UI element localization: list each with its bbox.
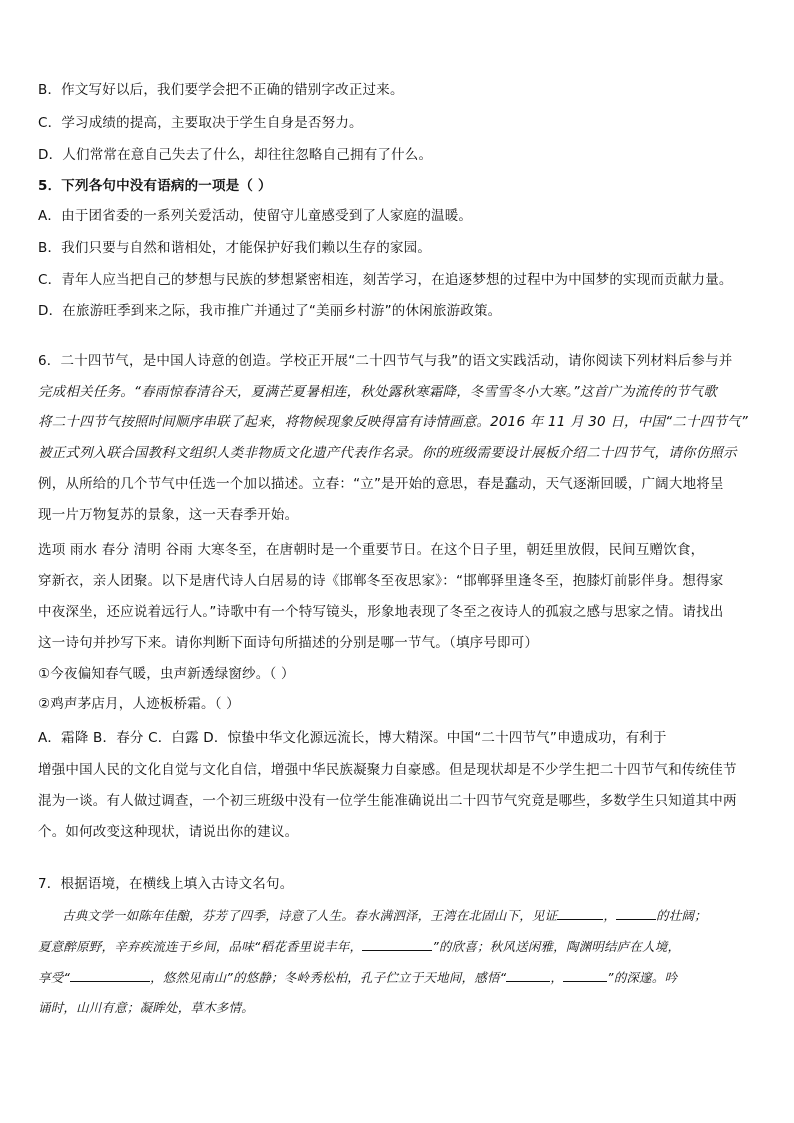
paragraph-text: 享受“ <box>38 970 71 985</box>
question-7-title: 7．根据语境，在横线上填入古诗文名句。 <box>38 876 294 892</box>
question-6-line: 完成相关任务。“春雨惊春清谷天，夏满芒夏暑相连，秋处露秋寒霜降，冬雪雪冬小大寒。”这首广为流传的节气歌 <box>38 384 717 400</box>
option-c: C．学习成绩的提高，主要取决于学生自身是否努力。 <box>38 115 363 131</box>
question-5-title: 5．下列各句中没有语病的一项是（ ） <box>38 178 272 194</box>
question-6-line: 将二十四节气按照时间顺序串联了起来，将物候现象反映得富有诗情画意。2016 年 11 月 30 日，中国“二十四节气” <box>38 414 748 430</box>
question-6-line: 选项 雨水 春分 清明 谷雨 大寒冬至，在唐朝时是一个重要节日。在这个日子里，朝廷里放假，民间互赠饮食， <box>38 542 705 558</box>
option-b: B．作文写好以后，我们要学会把不正确的错别字改正过来。 <box>38 82 404 98</box>
answer-blank[interactable] <box>70 967 150 982</box>
question-5-option-d: D．在旅游旺季到来之际，我市推广并通过了“美丽乡村游”的休闲旅游政策。 <box>38 303 502 319</box>
answer-blank[interactable] <box>362 936 432 951</box>
question-6-line: 混为一谈。有人做过调查，一个初三班级中没有一位学生能准确说出二十四节气究竟是哪些，多数学生只知道其中两 <box>38 793 737 809</box>
paragraph-text: ， <box>550 970 564 985</box>
question-6-line: 增强中国人民的文化自觉与文化自信，增强中华民族凝聚力自豪感。但是现状却是不少学生把二十四节气和传统佳节 <box>38 762 737 778</box>
question-7-paragraph-line: 诵时，山川有意；凝眸处，草木多情。 <box>38 1000 254 1015</box>
paragraph-text: 的壮阔； <box>656 908 707 923</box>
option-d: D．人们常常在意自己失去了什么，却往往忽略自己拥有了什么。 <box>38 147 433 163</box>
question-6-line: 现一片万物复苏的景象，这一天春季开始。 <box>38 507 299 523</box>
question-6-line: A．霜降 B．春分 C．白露 D．惊蛰中华文化源远流长，博大精深。中国“二十四节气”申遗成功，有利于 <box>38 730 667 746</box>
question-6-line: 这一诗句并抄写下来。请你判断下面诗句所描述的分别是哪一节气。（填序号即可） <box>38 635 539 651</box>
paragraph-text: 夏意醉原野，辛弃疾流连于乡间，品味“稻花香里说丰年， <box>38 939 363 954</box>
question-7-paragraph-line <box>38 967 758 988</box>
question-7-paragraph-line <box>62 905 762 926</box>
answer-blank[interactable] <box>616 905 656 920</box>
question-7-paragraph-line <box>38 936 758 957</box>
question-6-line: 例，从所给的几个节气中任选一个加以描述。立春：“立”是开始的意思，春是蠢动，天气逐渐回暖，广阔大地将呈 <box>38 476 724 492</box>
question-6-line: 穿新衣，亲人团聚。以下是唐代诗人白居易的诗《邯郸冬至夜思家》：“邯郸驿里逢冬至，抱膝灯前影伴身。想得家 <box>38 573 724 589</box>
question-6-line: 个。如何改变这种现状，请说出你的建议。 <box>38 824 299 840</box>
paragraph-text: ，悠然见南山”的悠静；冬岭秀松柏，孔子伫立于天地间，感悟“ <box>150 970 507 985</box>
answer-blank[interactable] <box>563 967 607 982</box>
paragraph-text: ”的深邃。吟 <box>607 970 678 985</box>
question-5-option-a: A．由于团省委的一系列关爱活动，使留守儿童感受到了人家庭的温暖。 <box>38 208 473 224</box>
question-5-option-b: B．我们只要与自然和谐相处，才能保护好我们赖以生存的家园。 <box>38 240 432 256</box>
question-6-line: 被正式列入联合国教科文组织人类非物质文化遗产代表作名录。你的班级需要设计展板介绍二十四节气，请你仿照示 <box>38 445 737 461</box>
answer-blank[interactable] <box>557 905 603 920</box>
question-6-line: 中夜深坐，还应说着远行人。”诗歌中有一个特写镜头，形象地表现了冬至之夜诗人的孤寂之感与思家之情。请找出 <box>38 604 724 620</box>
question-5-option-c: C．青年人应当把自己的梦想与民族的梦想紧密相连，刻苦学习，在追逐梦想的过程中为中国梦的实现而贡献力量。 <box>38 272 733 288</box>
paragraph-text: ”的欣喜；秋风送闲雅，陶渊明结庐在人境， <box>432 939 681 954</box>
question-6-item-1: ①今夜偏知春气暖，虫声新透绿窗纱。（ ） <box>38 666 295 682</box>
paragraph-text: 古典文学一如陈年佳酿，芬芳了四季，诗意了人生。春水满泗泽，王湾在北固山下，见证 <box>62 908 558 923</box>
paragraph-text: ， <box>603 908 617 923</box>
question-6-item-2: ②鸡声茅店月，人迹板桥霜。（ ） <box>38 696 240 712</box>
question-6-line: 6．二十四节气，是中国人诗意的创造。学校正开展“二十四节气与我”的语文实践活动，请你阅读下列材料后参与并 <box>38 353 733 369</box>
answer-blank[interactable] <box>506 967 550 982</box>
